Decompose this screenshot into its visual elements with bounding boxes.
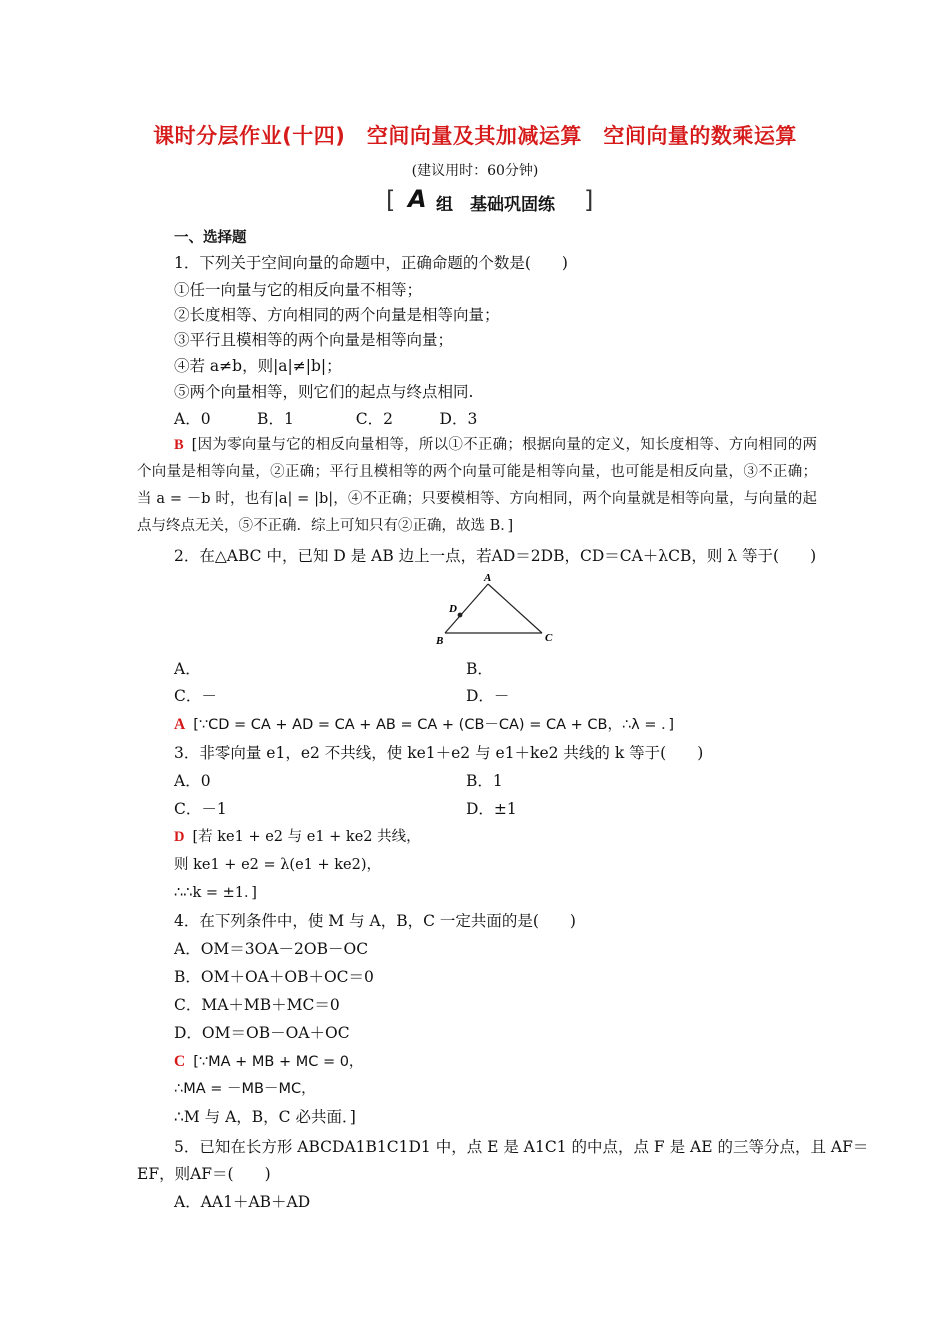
q3-explanation-line-1 [174, 826, 421, 848]
q4-option-c: C．MA＋MB＋MC＝0 [174, 996, 340, 1014]
point-d [458, 613, 463, 618]
page-title: 课时分层作业(十四) 空间向量及其加减运算 空间向量的数乘运算 [153, 124, 797, 148]
q4-explanation-line-3: ∴M 与 A，B，C 必共面．] [174, 1108, 356, 1126]
q1-answer: B [174, 437, 184, 453]
q2-option-b: B． [466, 660, 493, 678]
q3-explanation-line-2: 则 ke1 + e2 = λ(e1 + ke2)， [174, 857, 382, 873]
q3-option-d: D．±1 [466, 800, 517, 818]
q3-stem: 3．非零向量 e1，e2 不共线，使 ke1＋e2 与 e1＋ke2 共线的 k 等于( ) [174, 744, 704, 762]
q1-item-5: ⑤两个向量相等，则它们的起点与终点相同. [174, 383, 474, 401]
label-d: D [449, 603, 457, 615]
q4-answer: C [174, 1053, 186, 1070]
q1-item-4: ④若 a≠b，则|a|≠|b|； [174, 357, 342, 375]
q4-stem: 4．在下列条件中，使 M 与 A，B，C 一定共面的是( ) [174, 912, 576, 930]
q3-answer: D [174, 829, 185, 845]
q1-item-1: ①任一向量与它的相反向量不相等； [174, 281, 423, 299]
q3-explanation-line-3: ∴∴k = ±1．] [174, 885, 257, 901]
q2-explanation-line [174, 713, 674, 736]
suggested-time: (建议用时：60分钟) [411, 163, 539, 179]
q1-item-2: ②长度相等、方向相同的两个向量是相等向量； [174, 306, 500, 324]
q4-option-d: D．OM＝OB－OA＋OC [174, 1024, 350, 1042]
section-title: 一、选择题 [174, 230, 247, 246]
group-label: 组 基础巩固练 [436, 195, 555, 215]
q5-option-a: A．AA1＋AB＋AD [174, 1193, 311, 1211]
q1-stem: 1．下列关于空间向量的命题中，正确命题的个数是( ) [174, 254, 568, 272]
q4-option-b: B．OM＋OA＋OB＋OC＝0 [174, 968, 374, 986]
label-a: A [484, 572, 492, 584]
q3-option-c: C．－1 [174, 800, 227, 818]
q5-stem-line-2: EF，则AF＝( ) [137, 1165, 271, 1183]
q3-option-a: A．0 [174, 772, 211, 790]
q4-explanation-line-1 [174, 1050, 363, 1073]
bracket-right: ] [584, 186, 594, 214]
label-b: B [436, 635, 444, 647]
triangle-figure [430, 570, 560, 650]
q3-option-b: B．1 [466, 772, 503, 790]
q4-explanation-1: [∵MA + MB + MC = 0， [193, 1054, 364, 1070]
q1-options: A．0 B．1 C．2 D．3 [174, 410, 478, 428]
q3-explanation-1: [若 ke1 + e2 与 e1 + ke2 共线， [192, 829, 421, 845]
side-ac [488, 584, 542, 633]
group-letter: A [408, 185, 427, 213]
q1-item-3: ③平行且模相等的两个向量是相等向量； [174, 331, 454, 349]
q4-explanation-line-2: ∴MA = －MB－MC， [174, 1081, 316, 1097]
q4-option-a: A．OM＝3OA－2OB－OC [174, 940, 369, 958]
q2-option-a: A． [174, 660, 201, 678]
group-heading [386, 186, 596, 218]
label-c: C [545, 632, 553, 644]
q2-answer: A [174, 716, 186, 733]
bracket-left: [ [386, 186, 396, 214]
q1-explanation-block [137, 432, 817, 540]
q2-option-c: C．－ [174, 687, 217, 705]
q2-option-d: D．－ [466, 687, 510, 705]
q2-explanation: [∵CD = CA + AD = CA + AB = CA + (CB－CA) = CA + CB，∴λ = ．] [193, 717, 675, 733]
q1-explanation: [因为零向量与它的相反向量相等，所以①不正确；根据向量的定义，知长度相等、方向相同的两个向量是相等向量，②正确；平行且模相等的两个向量可能是相等向量，也可能是相反向量，③不正确；当 a = －b 时，也有|a| = |b|，④不正确；只要模相等、方向相同，两个向量就是相等向量，与向量的起点与终点无关，⑤不正确．综上可知只有②正确，故选 B．] [137, 437, 817, 534]
q2-stem: 2．在△ABC 中，已知 D 是 AB 边上一点，若AD＝2DB，CD＝CA＋λCB，则 λ 等于( ) [174, 547, 817, 565]
q5-stem-line-1: 5．已知在长方形 ABCDA1B1C1D1 中，点 E 是 A1C1 的中点，点 F 是 AE 的三等分点，且 AF＝ [174, 1138, 869, 1156]
